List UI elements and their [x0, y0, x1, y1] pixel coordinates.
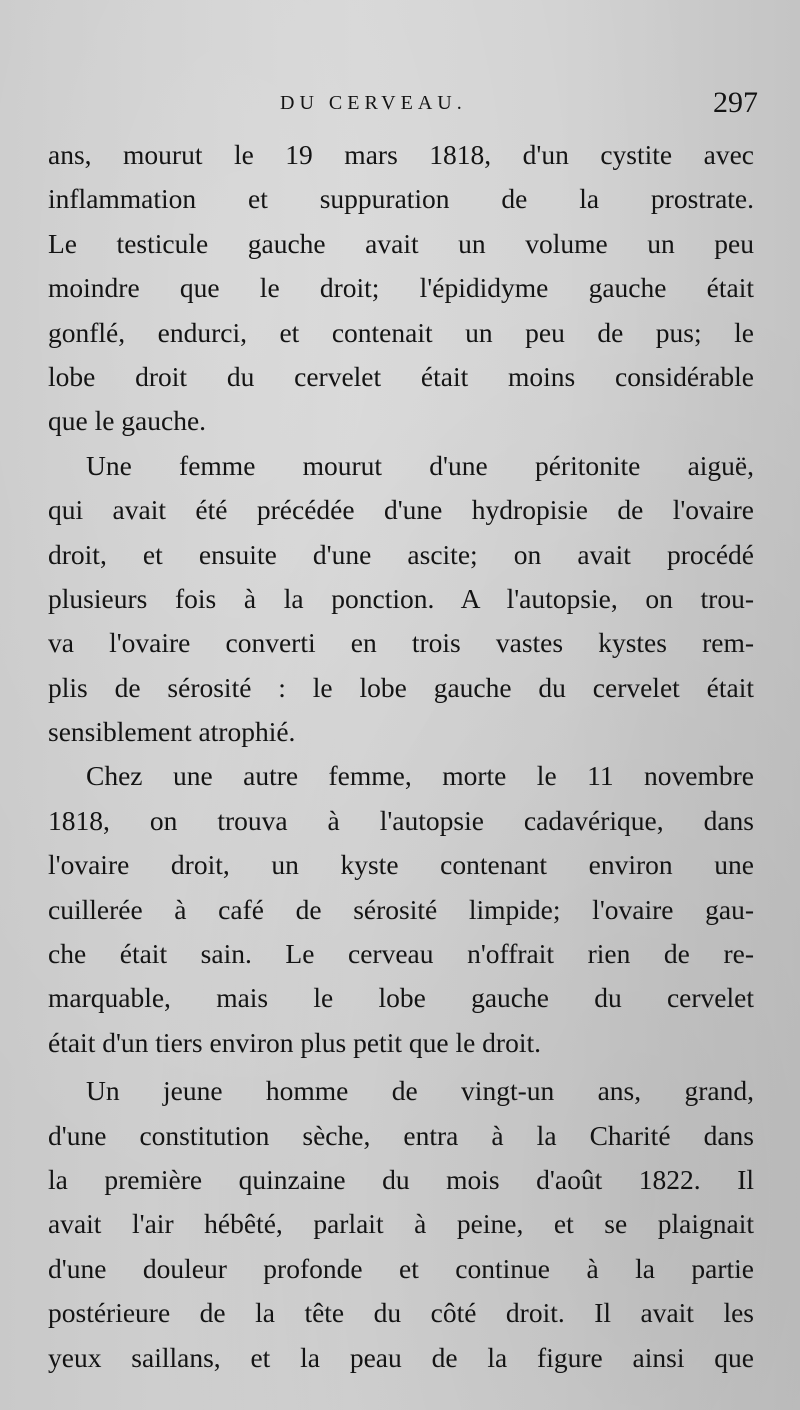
running-title: DU CERVEAU.: [280, 92, 467, 114]
text-line: sensiblement atrophié.: [48, 716, 296, 748]
paragraph: [48, 444, 754, 755]
text-line: yeux saillans, et la peau de la figure ainsi que: [48, 1341, 754, 1373]
text-line: che était sain. Le cerveau n'offrait rien de re-: [48, 938, 754, 970]
page-number: 297: [713, 86, 758, 119]
text-line: qui avait été précédée d'une hydropisie de l'ovaire: [48, 494, 754, 526]
text-line: d'une constitution sèche, entra à la Charité dans: [48, 1119, 754, 1151]
page-header: [48, 86, 758, 126]
text-line: plis de sérosité : le lobe gauche du cervelet était: [48, 671, 754, 703]
text-line: lobe droit du cervelet était moins considérable: [48, 360, 754, 392]
text-line: était d'un tiers environ plus petit que le droit.: [48, 1026, 541, 1058]
text-line: postérieure de la tête du côté droit. Il avait les: [48, 1297, 754, 1329]
text-line: la première quinzaine du mois d'août 1822. Il: [48, 1163, 754, 1195]
text-line: marquable, mais le lobe gauche du cervelet: [48, 982, 754, 1014]
text-line: Le testicule gauche avait un volume un peu: [48, 227, 754, 259]
text-line: l'ovaire droit, un kyste contenant environ une: [48, 849, 754, 881]
paragraph: [48, 754, 754, 1065]
text-line: plusieurs fois à la ponction. A l'autopsie, on trou-: [48, 582, 754, 614]
text-line: que le gauche.: [48, 405, 207, 437]
text-line: droit, et ensuite d'une ascite; on avait procédé: [48, 538, 754, 570]
text-line: va l'ovaire converti en trois vastes kystes rem-: [48, 627, 754, 659]
text-line: moindre que le droit; l'épididyme gauche était: [48, 272, 754, 304]
paragraph: [48, 133, 754, 444]
text-line: ans, mourut le 19 mars 1818, d'un cystite avec: [48, 139, 754, 170]
text-line: inflammation et suppuration de la prostrate.: [48, 183, 754, 215]
paragraph: [48, 1069, 754, 1380]
body-text: [48, 133, 754, 1380]
text-line: Chez une autre femme, morte le 11 novembre: [86, 760, 754, 792]
text-line: avait l'air hébêté, parlait à peine, et se plaignait: [48, 1208, 754, 1240]
text-line: d'une douleur profonde et continue à la partie: [48, 1252, 754, 1284]
text-line: gonflé, endurci, et contenait un peu de pus; le: [48, 316, 754, 348]
text-line: cuillerée à café de sérosité limpide; l'ovaire gau-: [48, 893, 754, 925]
text-line: 1818, on trouva à l'autopsie cadavérique, dans: [48, 804, 754, 836]
text-line: Une femme mourut d'une péritonite aiguë,: [86, 449, 754, 481]
text-line: Un jeune homme de vingt-un ans, grand,: [86, 1075, 754, 1107]
